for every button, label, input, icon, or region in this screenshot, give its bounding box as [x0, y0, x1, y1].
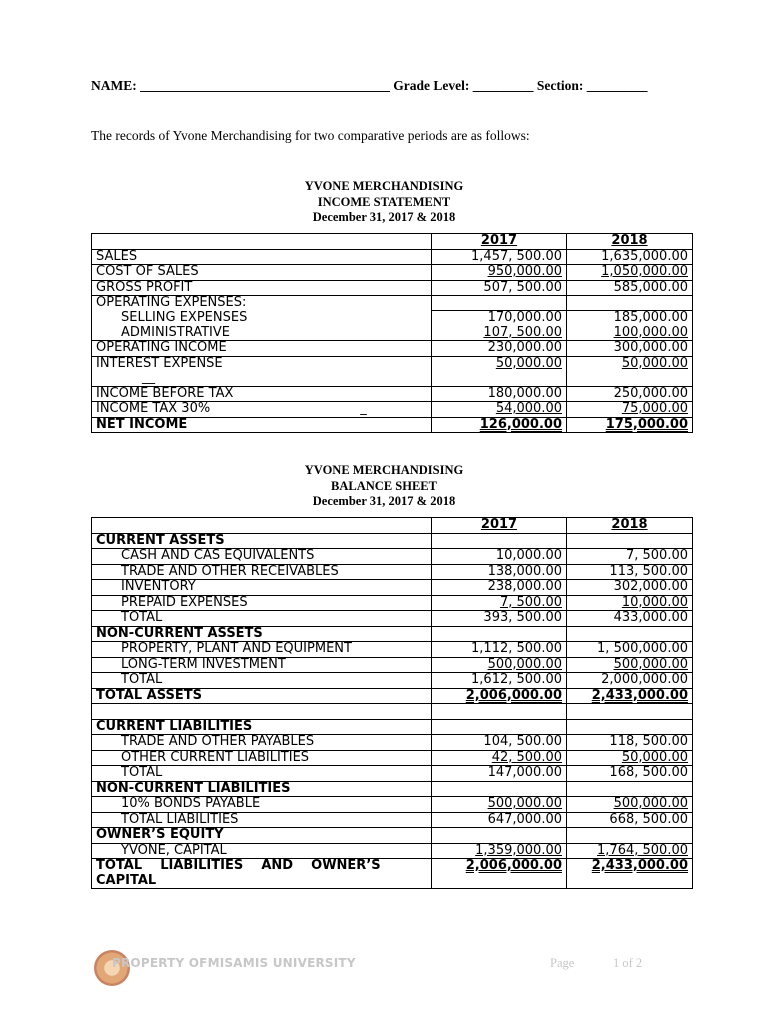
- value-2017: 500,000.00: [487, 656, 562, 672]
- value-2018: 1,764, 500.00: [597, 842, 688, 858]
- section-label: NON-CURRENT LIABILITIES: [92, 781, 432, 797]
- table-row: [92, 386, 693, 402]
- row-label: INCOME BEFORE TAX: [92, 386, 432, 402]
- value-2018: 250,000.00: [567, 386, 693, 402]
- row-label-tail: _: [360, 401, 367, 416]
- value-2018: 1, 500,000.00: [567, 642, 693, 658]
- table-row: [92, 611, 693, 627]
- row-label: NET INCOME: [92, 417, 432, 433]
- row-label: OPERATING INCOME: [92, 341, 432, 357]
- row-label: OPERATING EXPENSES:: [92, 296, 432, 311]
- page-footer: [91, 950, 677, 984]
- is-date: December 31, 2017 & 2018: [312, 210, 456, 224]
- table-row: [92, 797, 693, 813]
- value-2018: 118, 500.00: [567, 735, 693, 751]
- value-2018: 302,000.00: [567, 580, 693, 596]
- table-row: [92, 296, 693, 311]
- value-2018: 113, 500.00: [567, 564, 693, 580]
- table-row: [92, 843, 693, 859]
- bs-company-name: YVONE MERCHANDISING: [304, 463, 464, 477]
- section-label: NON-CURRENT ASSETS: [92, 626, 432, 642]
- value-2017: 42, 500.00: [491, 749, 562, 765]
- value-2017: 1,112, 500.00: [432, 642, 567, 658]
- col-2017-header: 2017: [432, 234, 567, 250]
- value-2018: 2,433,000.00: [591, 687, 688, 703]
- page-number: 1 of 2: [613, 956, 643, 970]
- value-2017: 138,000.00: [432, 564, 567, 580]
- table-row: [92, 533, 693, 549]
- table-row: [92, 341, 693, 357]
- table-row: [92, 549, 693, 565]
- footer-watermark: PROPERTY OFMISAMIS UNIVERSITY: [112, 956, 356, 970]
- value-2018: 433,000.00: [567, 611, 693, 627]
- row-label: TOTAL: [92, 766, 432, 782]
- value-2017: 500,000.00: [487, 796, 562, 811]
- row-label: INVENTORY: [92, 580, 432, 596]
- table-row: [92, 249, 693, 265]
- value-2018: 2,433,000.00: [591, 858, 688, 873]
- table-row: [92, 402, 693, 418]
- row-label: INTEREST EXPENSE: [96, 355, 223, 371]
- value-2018: 500,000.00: [613, 656, 688, 672]
- table-row: [92, 719, 693, 735]
- value-2018: 585,000.00: [567, 280, 693, 296]
- value-2017: 50,000.00: [495, 355, 562, 371]
- value-2018: 500,000.00: [613, 796, 688, 811]
- value-2017: 170,000.00: [432, 311, 567, 326]
- value-2017: 238,000.00: [432, 580, 567, 596]
- row-label: PREPAID EXPENSES: [92, 595, 432, 611]
- is-company-name: YVONE MERCHANDISING: [304, 179, 464, 193]
- value-2017: 230,000.00: [432, 341, 567, 357]
- table-row: [92, 595, 693, 611]
- table-row: [92, 735, 693, 751]
- row-label: TOTAL: [92, 611, 432, 627]
- table-row: [92, 657, 693, 673]
- value-2017: 393, 500.00: [432, 611, 567, 627]
- intro-text: The records of Yvone Merchandising for two comparative periods are as follows:: [91, 128, 530, 143]
- value-2017: 107, 500.00: [483, 324, 562, 340]
- table-row: [92, 580, 693, 596]
- table-row: [92, 750, 693, 766]
- name-field[interactable]: _____________________________________: [140, 78, 390, 93]
- row-label: COST OF SALES: [92, 265, 432, 281]
- name-label: NAME:: [91, 78, 137, 93]
- table-row: [92, 280, 693, 296]
- row-label-tail: CAPITAL: [96, 872, 157, 888]
- col-2017-header: 2017: [432, 518, 567, 534]
- bs-date: December 31, 2017 & 2018: [312, 494, 456, 508]
- value-2017: 507, 500.00: [432, 280, 567, 296]
- section-label: OWNER’S EQUITY: [92, 828, 432, 844]
- table-row: [92, 828, 693, 844]
- value-2017: 54,000.00: [495, 401, 562, 416]
- row-label: 10% BONDS PAYABLE: [92, 797, 432, 813]
- table-header-row: [92, 234, 693, 250]
- value-2017: 126,000.00: [479, 416, 562, 432]
- section-label: Section:: [536, 78, 584, 93]
- row-label: TRADE AND OTHER RECEIVABLES: [92, 564, 432, 580]
- grade-level-label: Grade Level:: [393, 78, 470, 93]
- row-label: TRADE AND OTHER PAYABLES: [92, 735, 432, 751]
- value-2018: 175,000.00: [605, 416, 688, 432]
- col-2018-header: 2018: [567, 234, 693, 250]
- balance-sheet-table: [91, 517, 693, 889]
- value-2018: 1,635,000.00: [567, 249, 693, 265]
- value-2017: 2,006,000.00: [465, 858, 562, 873]
- row-label: YVONE, CAPITAL: [92, 843, 432, 859]
- is-title: INCOME STATEMENT: [317, 194, 451, 209]
- row-label: ADMINISTRATIVE: [121, 324, 230, 340]
- table-row: [92, 311, 693, 326]
- table-row: [92, 564, 693, 580]
- table-row: [92, 265, 693, 281]
- row-label: SALES: [92, 249, 432, 265]
- table-row: [92, 688, 693, 704]
- balance-sheet-heading: [91, 463, 677, 510]
- income-statement-table: [91, 233, 693, 433]
- value-2017: 647,000.00: [432, 812, 567, 828]
- table-row: [92, 673, 693, 689]
- value-2018: 1,050,000.00: [601, 264, 688, 279]
- value-2018: 168, 500.00: [567, 766, 693, 782]
- row-label: PROPERTY, PLANT AND EQUIPMENT: [92, 642, 432, 658]
- value-2017: 7, 500.00: [499, 594, 562, 610]
- value-2018: 185,000.00: [567, 311, 693, 326]
- value-2018: 50,000.00: [621, 749, 688, 765]
- value-2017: 104, 500.00: [432, 735, 567, 751]
- row-label: LONG-TERM INVESTMENT: [92, 657, 432, 673]
- value-2017: 147,000.00: [432, 766, 567, 782]
- section-label: CURRENT LIABILITIES: [92, 719, 432, 735]
- value-2017: 180,000.00: [432, 386, 567, 402]
- table-header-row: [92, 518, 693, 534]
- grade-level-field[interactable]: _________: [472, 78, 534, 93]
- table-row: [92, 417, 693, 433]
- table-row: [92, 766, 693, 782]
- value-2018: 75,000.00: [621, 401, 688, 416]
- page-label: Page: [550, 956, 575, 970]
- value-2017: 1,457, 500.00: [432, 249, 567, 265]
- value-2017: 1,612, 500.00: [432, 673, 567, 689]
- table-row: [92, 812, 693, 828]
- value-2018: 668, 500.00: [567, 812, 693, 828]
- value-2018: 100,000.00: [613, 324, 688, 340]
- value-2018: 7, 500.00: [567, 549, 693, 565]
- row-label: SELLING EXPENSES: [121, 309, 248, 325]
- table-row: [92, 326, 693, 341]
- col-2018-header: 2018: [567, 518, 693, 534]
- row-label: TOTAL: [92, 673, 432, 689]
- value-2018: 2,000,000.00: [567, 673, 693, 689]
- row-label: TOTAL LIABILITIES: [92, 812, 432, 828]
- income-statement-heading: [91, 179, 677, 226]
- table-row: [92, 781, 693, 797]
- value-2018: 300,000.00: [567, 341, 693, 357]
- student-info-line: [91, 78, 647, 94]
- row-label: INCOME TAX 30%: [96, 401, 211, 416]
- value-2017: 1,359,000.00: [475, 842, 562, 858]
- table-row: [92, 642, 693, 658]
- spacer-row: [92, 704, 693, 720]
- value-2017: 2,006,000.00: [465, 687, 562, 703]
- table-row: [92, 859, 693, 889]
- row-label: OTHER CURRENT LIABILITIES: [92, 750, 432, 766]
- row-label: GROSS PROFIT: [92, 280, 432, 296]
- section-label: CURRENT ASSETS: [92, 533, 432, 549]
- bs-title: BALANCE SHEET: [331, 478, 437, 493]
- row-label-tail: __: [142, 370, 155, 385]
- value-2018: 10,000.00: [621, 594, 688, 610]
- row-label: TOTAL LIABILITIES AND OWNER’S: [96, 858, 381, 873]
- section-field[interactable]: _________: [586, 78, 648, 93]
- table-row: [92, 626, 693, 642]
- table-row: [92, 356, 693, 386]
- row-label: TOTAL ASSETS: [92, 688, 432, 704]
- value-2018: 50,000.00: [621, 355, 688, 371]
- value-2017: 10,000.00: [432, 549, 567, 565]
- value-2017: 950,000.00: [487, 264, 562, 279]
- row-label: CASH AND CAS EQUIVALENTS: [92, 549, 432, 565]
